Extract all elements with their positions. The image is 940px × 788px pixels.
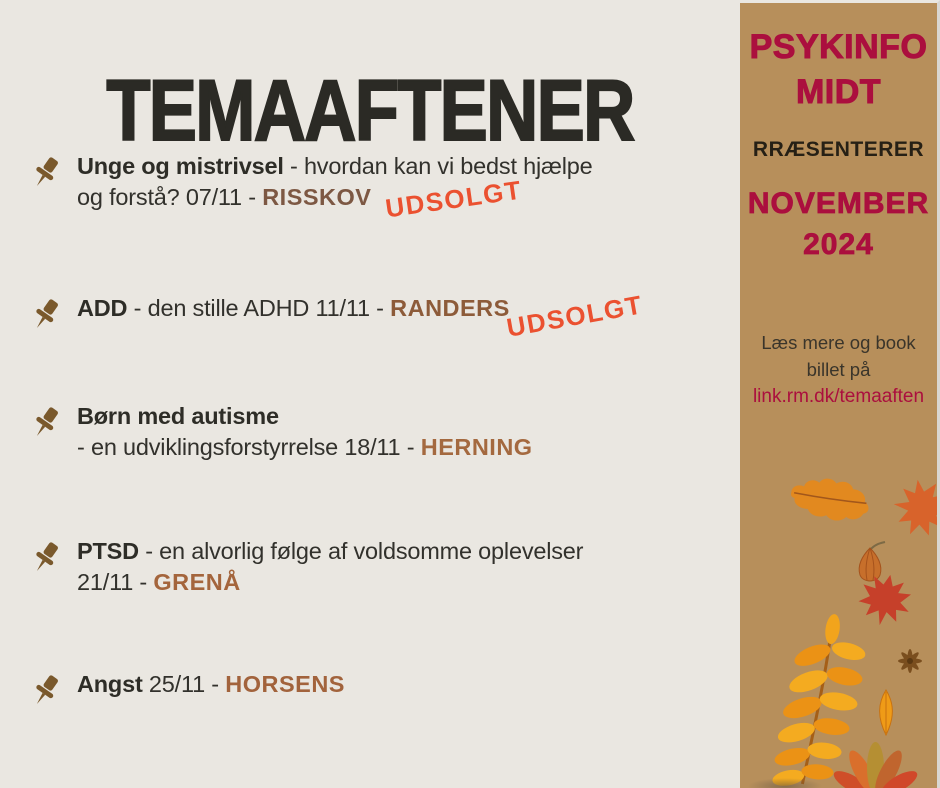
event-location: HERNING	[420, 434, 533, 460]
event-text	[77, 669, 345, 700]
brand-title	[740, 25, 937, 115]
event-item-born-med-autisme	[28, 401, 718, 463]
event-date: og forstå? 07/11 -	[77, 184, 263, 210]
event-description: - hvordan kan vi bedst hjælpe	[283, 153, 593, 179]
brand-line1: PSYKINFO	[749, 28, 928, 66]
event-text	[77, 536, 583, 598]
booking-info	[740, 329, 937, 383]
month-line2: 2024	[803, 228, 874, 261]
event-item-ptsd	[28, 536, 718, 598]
sidebar	[740, 0, 940, 788]
event-title: Angst	[77, 671, 143, 697]
maple-fragment-image	[888, 475, 940, 541]
month-line1: NOVEMBER	[747, 187, 930, 220]
pushpin-icon	[28, 294, 63, 335]
event-description: - en alvorlig følge af voldsomme oplevelser	[138, 538, 584, 564]
event-location: RISSKOV	[262, 184, 372, 210]
event-date: 21/11 -	[77, 569, 154, 595]
brand-line2: MIDT	[795, 73, 882, 111]
star-anise-image	[890, 643, 930, 679]
event-title: ADD	[77, 295, 128, 321]
event-date: 25/11 -	[142, 671, 226, 697]
pushpin-icon	[28, 402, 63, 443]
chestnut-leaf-image	[825, 721, 921, 788]
event-description: - den stille ADHD 11/11 -	[127, 295, 391, 321]
soldout-stamp: UDSOLGT	[383, 174, 524, 224]
leaf-shadow	[748, 778, 822, 788]
event-text	[77, 401, 533, 463]
pushpin-icon	[28, 537, 63, 578]
event-text	[77, 293, 510, 324]
event-location: RANDERS	[390, 295, 510, 321]
oak-leaf-image	[781, 462, 880, 536]
booking-link: link.rm.dk/temaaften	[752, 386, 925, 407]
info-line1: Læs mere og book	[761, 332, 916, 353]
presents-label: RRÆSENTERER	[752, 138, 925, 161]
event-item-unge-og-mistrivsel	[28, 151, 718, 224]
event-description: - en udviklingsforstyrrelse 18/11 -	[77, 434, 421, 460]
pushpin-icon	[28, 152, 63, 193]
event-title: Børn med autisme	[77, 403, 279, 429]
event-item-add	[28, 289, 718, 343]
pushpin-icon	[28, 670, 63, 711]
event-item-angst	[28, 669, 718, 711]
event-title: Unge og mistrivsel	[77, 153, 284, 179]
month-label	[740, 183, 937, 265]
event-location: HORSENS	[225, 671, 345, 697]
info-line2: billet på	[806, 359, 871, 380]
event-location: GRENÅ	[153, 569, 241, 595]
page-title: TEMAAFTENER	[106, 62, 634, 159]
soldout-stamp: UDSOLGT	[504, 289, 646, 343]
event-title: PTSD	[77, 538, 139, 564]
